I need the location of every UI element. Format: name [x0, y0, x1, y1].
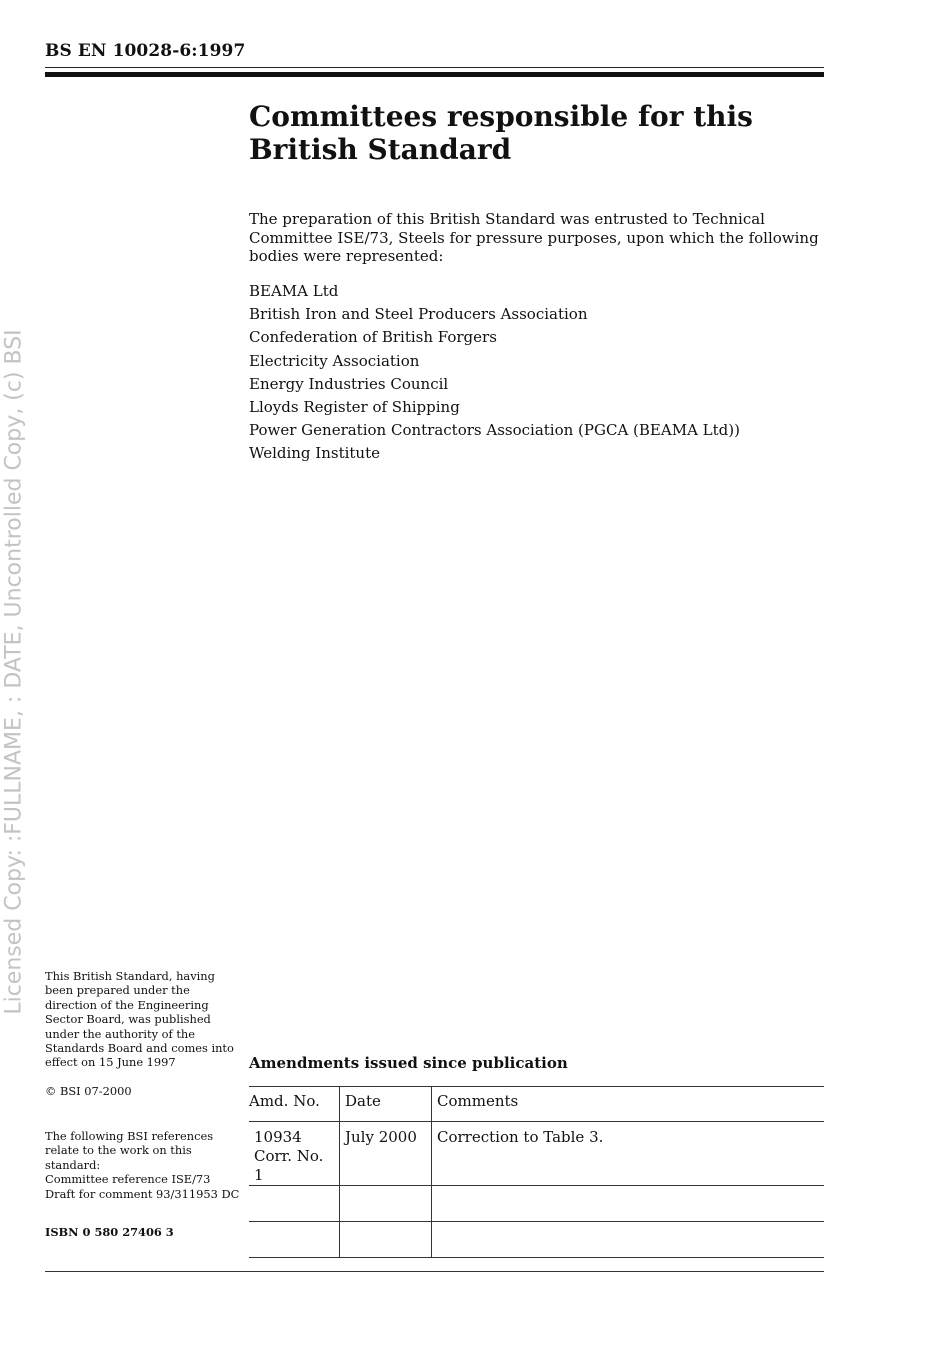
list-item: British Iron and Steel Producers Association	[249, 305, 588, 324]
table-header-row	[249, 1087, 824, 1122]
column-header-comments: Comments	[432, 1087, 825, 1122]
empty-cell	[432, 1186, 825, 1222]
header-rule-thick	[45, 72, 824, 77]
amd-no-cell	[249, 1122, 340, 1186]
table-row	[249, 1122, 824, 1186]
committee-reference: Committee reference ISE/73	[45, 1172, 211, 1187]
empty-cell	[340, 1186, 432, 1222]
header-rule-thin	[45, 67, 824, 68]
bsi-references	[45, 1129, 245, 1201]
list-item: Confederation of British Forgers	[249, 328, 497, 347]
represented-bodies-list	[249, 280, 740, 466]
list-item: Lloyds Register of Shipping	[249, 397, 460, 416]
amendments-heading: Amendments issued since publication	[249, 1054, 568, 1072]
date-cell: July 2000	[340, 1122, 432, 1186]
table-row-empty	[249, 1186, 824, 1222]
document-code: BS EN 10028-6:1997	[45, 41, 246, 61]
empty-cell	[340, 1222, 432, 1258]
isbn: ISBN 0 580 27406 3	[45, 1225, 174, 1239]
footer-rule	[45, 1271, 824, 1272]
amd-no-value: 10934	[254, 1128, 302, 1146]
comments-cell: Correction to Table 3.	[432, 1122, 825, 1186]
amd-no-correction: Corr. No. 1	[254, 1147, 324, 1184]
list-item: Electricity Association	[249, 351, 420, 370]
column-header-date: Date	[340, 1087, 432, 1122]
empty-cell	[249, 1186, 340, 1222]
publication-statement: This British Standard, having been prepared under the direction of the Engineering Sector Board, was published under the authority of the Standards Board and comes into effect on 15 June 1997	[45, 969, 234, 1070]
list-item: BEAMA Ltd	[249, 282, 339, 300]
intro-paragraph: The preparation of this British Standard was entrusted to Technical Committee ISE/73, Steels for pressure purposes, upon which the following bodies were represented:	[249, 210, 819, 265]
list-item: Energy Industries Council	[249, 374, 449, 393]
table-row-empty	[249, 1222, 824, 1258]
copyright-notice: © BSI 07-2000	[45, 1084, 132, 1098]
license-watermark: Licensed Copy: :FULLNAME, : DATE, Uncontrolled Copy, (c) BSI	[1, 329, 27, 1015]
page-title: Committees responsible for this British Standard	[249, 100, 753, 166]
empty-cell	[249, 1222, 340, 1258]
references-intro: The following BSI references relate to the work on this standard:	[45, 1129, 214, 1172]
empty-cell	[432, 1222, 825, 1258]
list-item: Welding Institute	[249, 444, 381, 463]
list-item: Power Generation Contractors Association (PGCA (BEAMA Ltd))	[249, 421, 740, 440]
column-header-amd-no: Amd. No.	[249, 1087, 340, 1122]
amendments-table	[249, 1086, 824, 1258]
draft-reference: Draft for comment 93/311953 DC	[45, 1186, 240, 1201]
